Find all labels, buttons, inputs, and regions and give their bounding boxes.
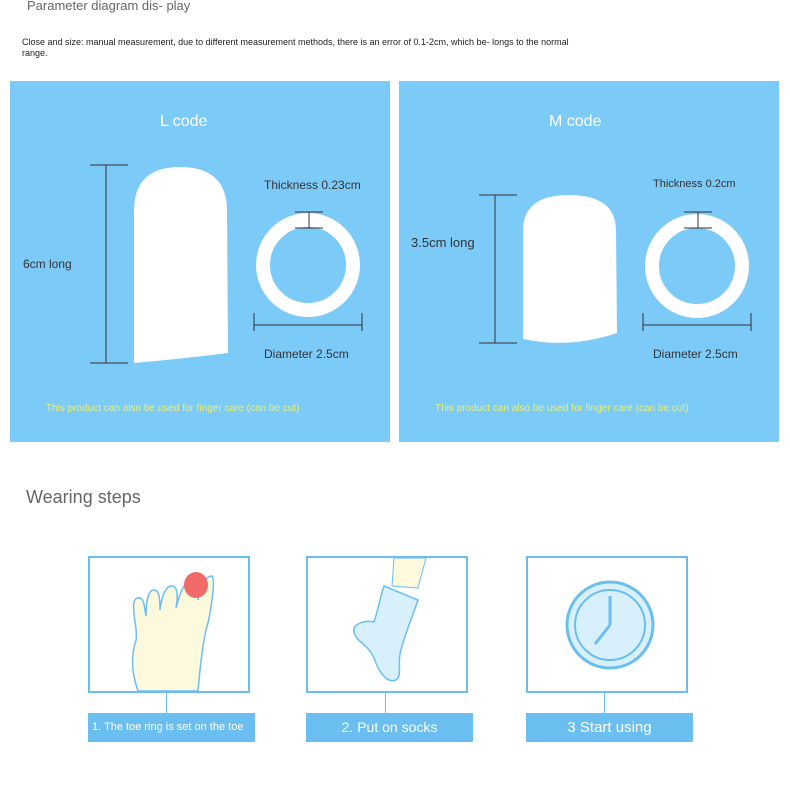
- step-2-label: 2. Put on socks: [306, 713, 473, 742]
- sock-icon: [308, 558, 466, 691]
- step-3-image: [526, 556, 688, 693]
- m-code-title: M code: [549, 113, 602, 130]
- m-code-care-note: This product can also be used for finger care (can be cut): [435, 403, 689, 414]
- m-code-thickness: Thickness 0.2cm: [653, 178, 736, 190]
- step-3-connector: [604, 693, 605, 713]
- m-code-length: 3.5cm long: [411, 235, 475, 250]
- l-code-thickness: Thickness 0.23cm: [264, 178, 361, 192]
- l-code-title: L code: [160, 113, 208, 130]
- l-code-length: 6cm long: [23, 257, 72, 271]
- m-code-panel: [399, 81, 779, 442]
- step-2-image: [306, 556, 468, 693]
- m-code-diameter: Diameter 2.5cm: [653, 347, 738, 361]
- step-1-image: [88, 556, 250, 693]
- header-title: Parameter diagram dis- play: [27, 0, 191, 13]
- step-3-label: 3 Start using: [526, 713, 693, 742]
- step-1-label: 1. The toe ring is set on the toe: [88, 713, 255, 742]
- step-1-connector: [166, 693, 167, 713]
- l-code-diameter: Diameter 2.5cm: [264, 347, 349, 361]
- clock-icon: [528, 558, 686, 691]
- measurement-note: Close and size: manual measurement, due to different measurement methods, there is an error of 0.1-2cm, which be- longs to the normal range.: [22, 37, 569, 58]
- l-code-care-note: This product can also be used for finger care (can be cut): [46, 403, 300, 414]
- m-code-diagram: [399, 81, 779, 442]
- wearing-steps-title: Wearing steps: [26, 487, 141, 507]
- foot-icon: [90, 558, 248, 691]
- step-2-connector: [385, 693, 386, 713]
- l-code-panel: [10, 81, 390, 442]
